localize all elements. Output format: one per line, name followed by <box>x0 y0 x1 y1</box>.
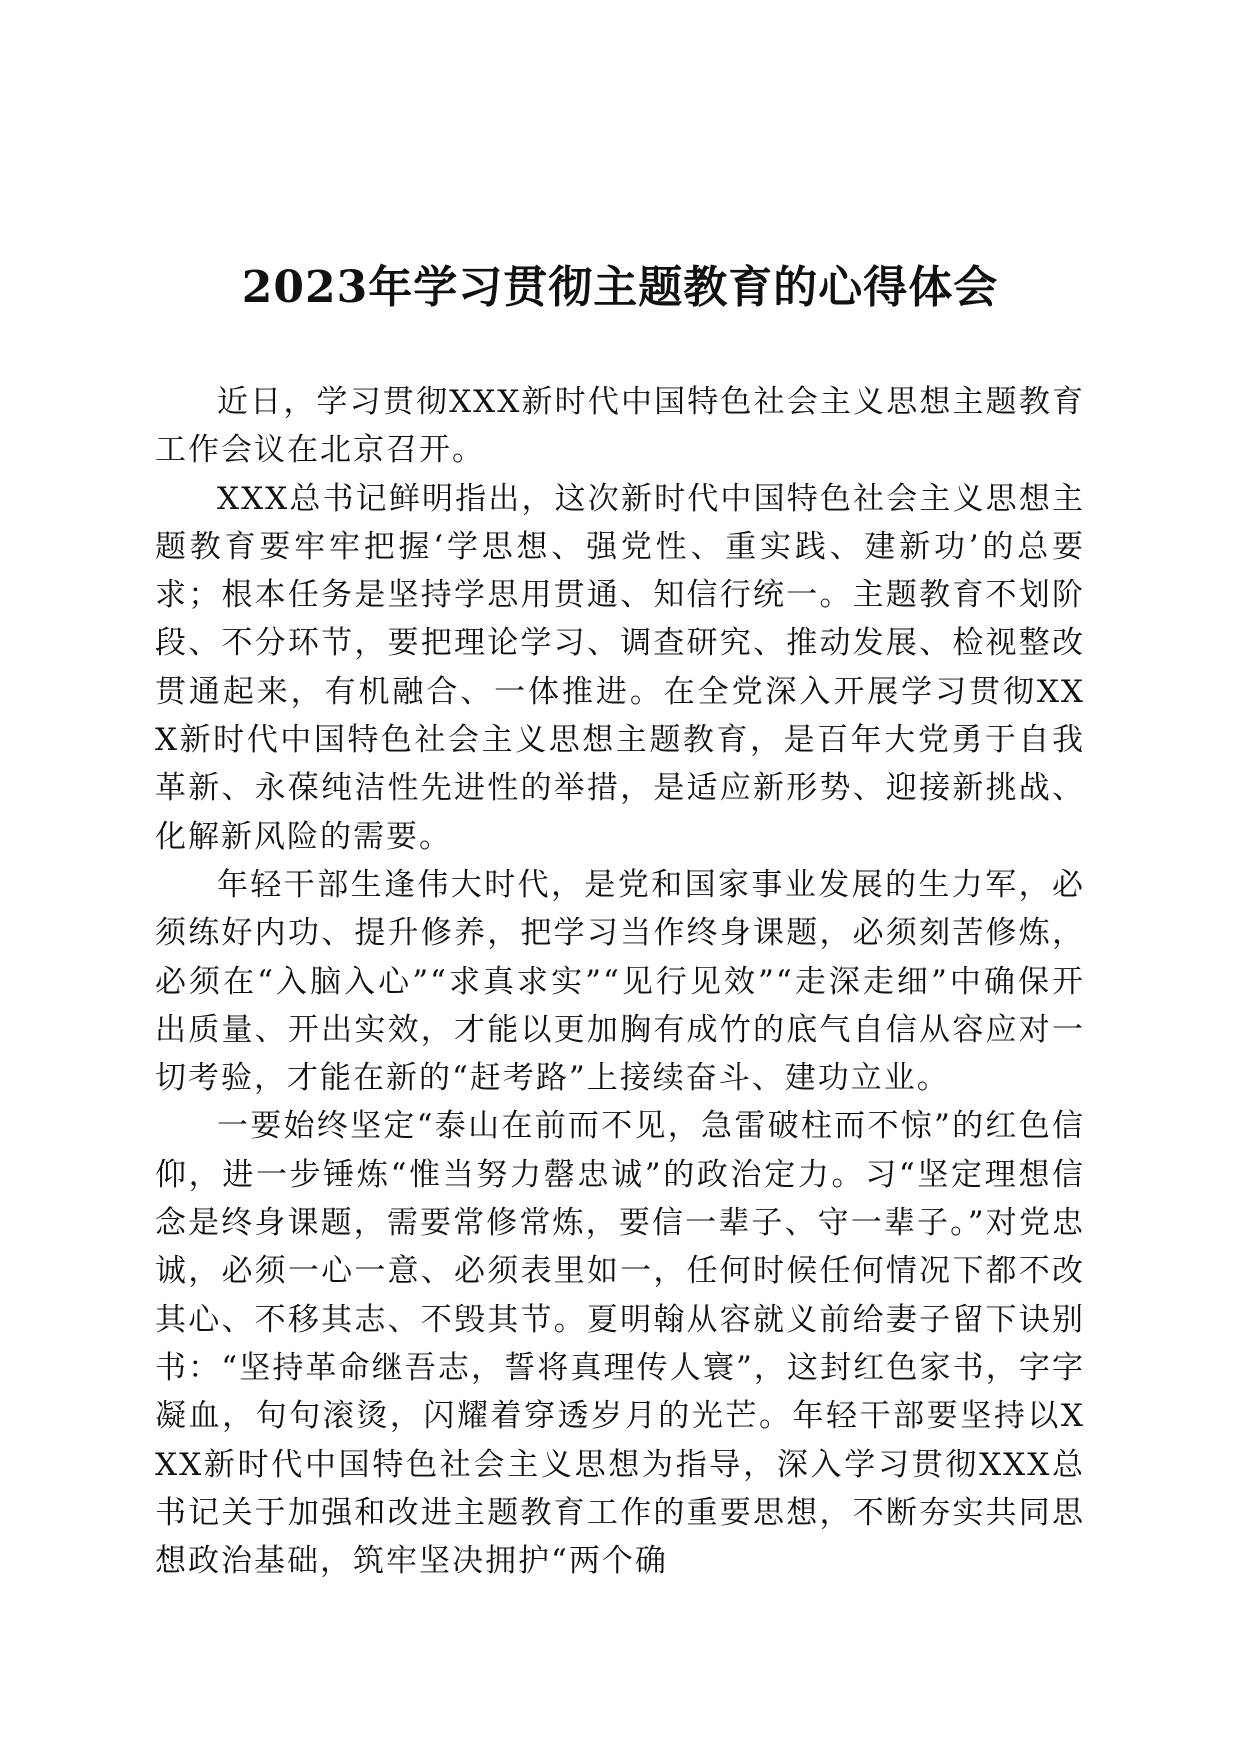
document-title: 2023年学习贯彻主题教育的心得体会 <box>241 262 999 313</box>
document-body <box>155 378 1085 1585</box>
paragraph-2: XXX总书记鲜明指出，这次新时代中国特色社会主义思想主题教育要牢牢把握‘学思想、强党性、重实践、建新功’的总要求；根本任务是坚持学思用贯通、知信行统一。主题教育不划阶段、不分环节，要把理论学习、调查研究、推动发展、检视整改贯通起来，有机融合、一体推进。在全党深入开展学习贯彻XXX新时代中国特色社会主义思想主题教育，是百年大党勇于自我革新、永葆纯洁性先进性的举措，是适应新形势、迎接新挑战、化解新风险的需要。 <box>155 480 1085 855</box>
paragraph-1: 近日，学习贯彻XXX新时代中国特色社会主义思想主题教育工作会议在北京召开。 <box>155 384 1085 469</box>
paragraph-3: 年轻干部生逢伟大时代，是党和国家事业发展的生力军，必须练好内功、提升修养，把学习当作终身课题，必须刻苦修炼，必须在“入脑入心”“求真求实”“见行见效”“走深走细”中确保开出质量、开出实效，才能以更加胸有成竹的底气自信从容应对一切考验，才能在新的“赶考路”上接续奋斗、建功立业。 <box>155 866 1085 1097</box>
paragraph-4: 一要始终坚定“泰山在前而不见，急雷破柱而不惊”的红色信仰，进一步锤炼“惟当努力罄忠诚”的政治定力。习“坚定理想信念是终身课题，需要常修常炼，要信一辈子、守一辈子。”对党忠诚，必须一心一意、必须表里如一，任何时候任何情况下都不改其心、不移其志、不毁其节。夏明翰从容就义前给妻子留下诀别书：“坚持革命继吾志，誓将真理传人寰”，这封红色家书，字字凝血，句句滚烫，闪耀着穿透岁月的光芒。年轻干部要坚持以XXX新时代中国特色社会主义思想为指导，深入学习贯彻XXX总书记关于加强和改进主题教育工作的重要思想，不断夯实共同思想政治基础，筑牢坚决拥护“两个确 <box>155 1108 1085 1580</box>
